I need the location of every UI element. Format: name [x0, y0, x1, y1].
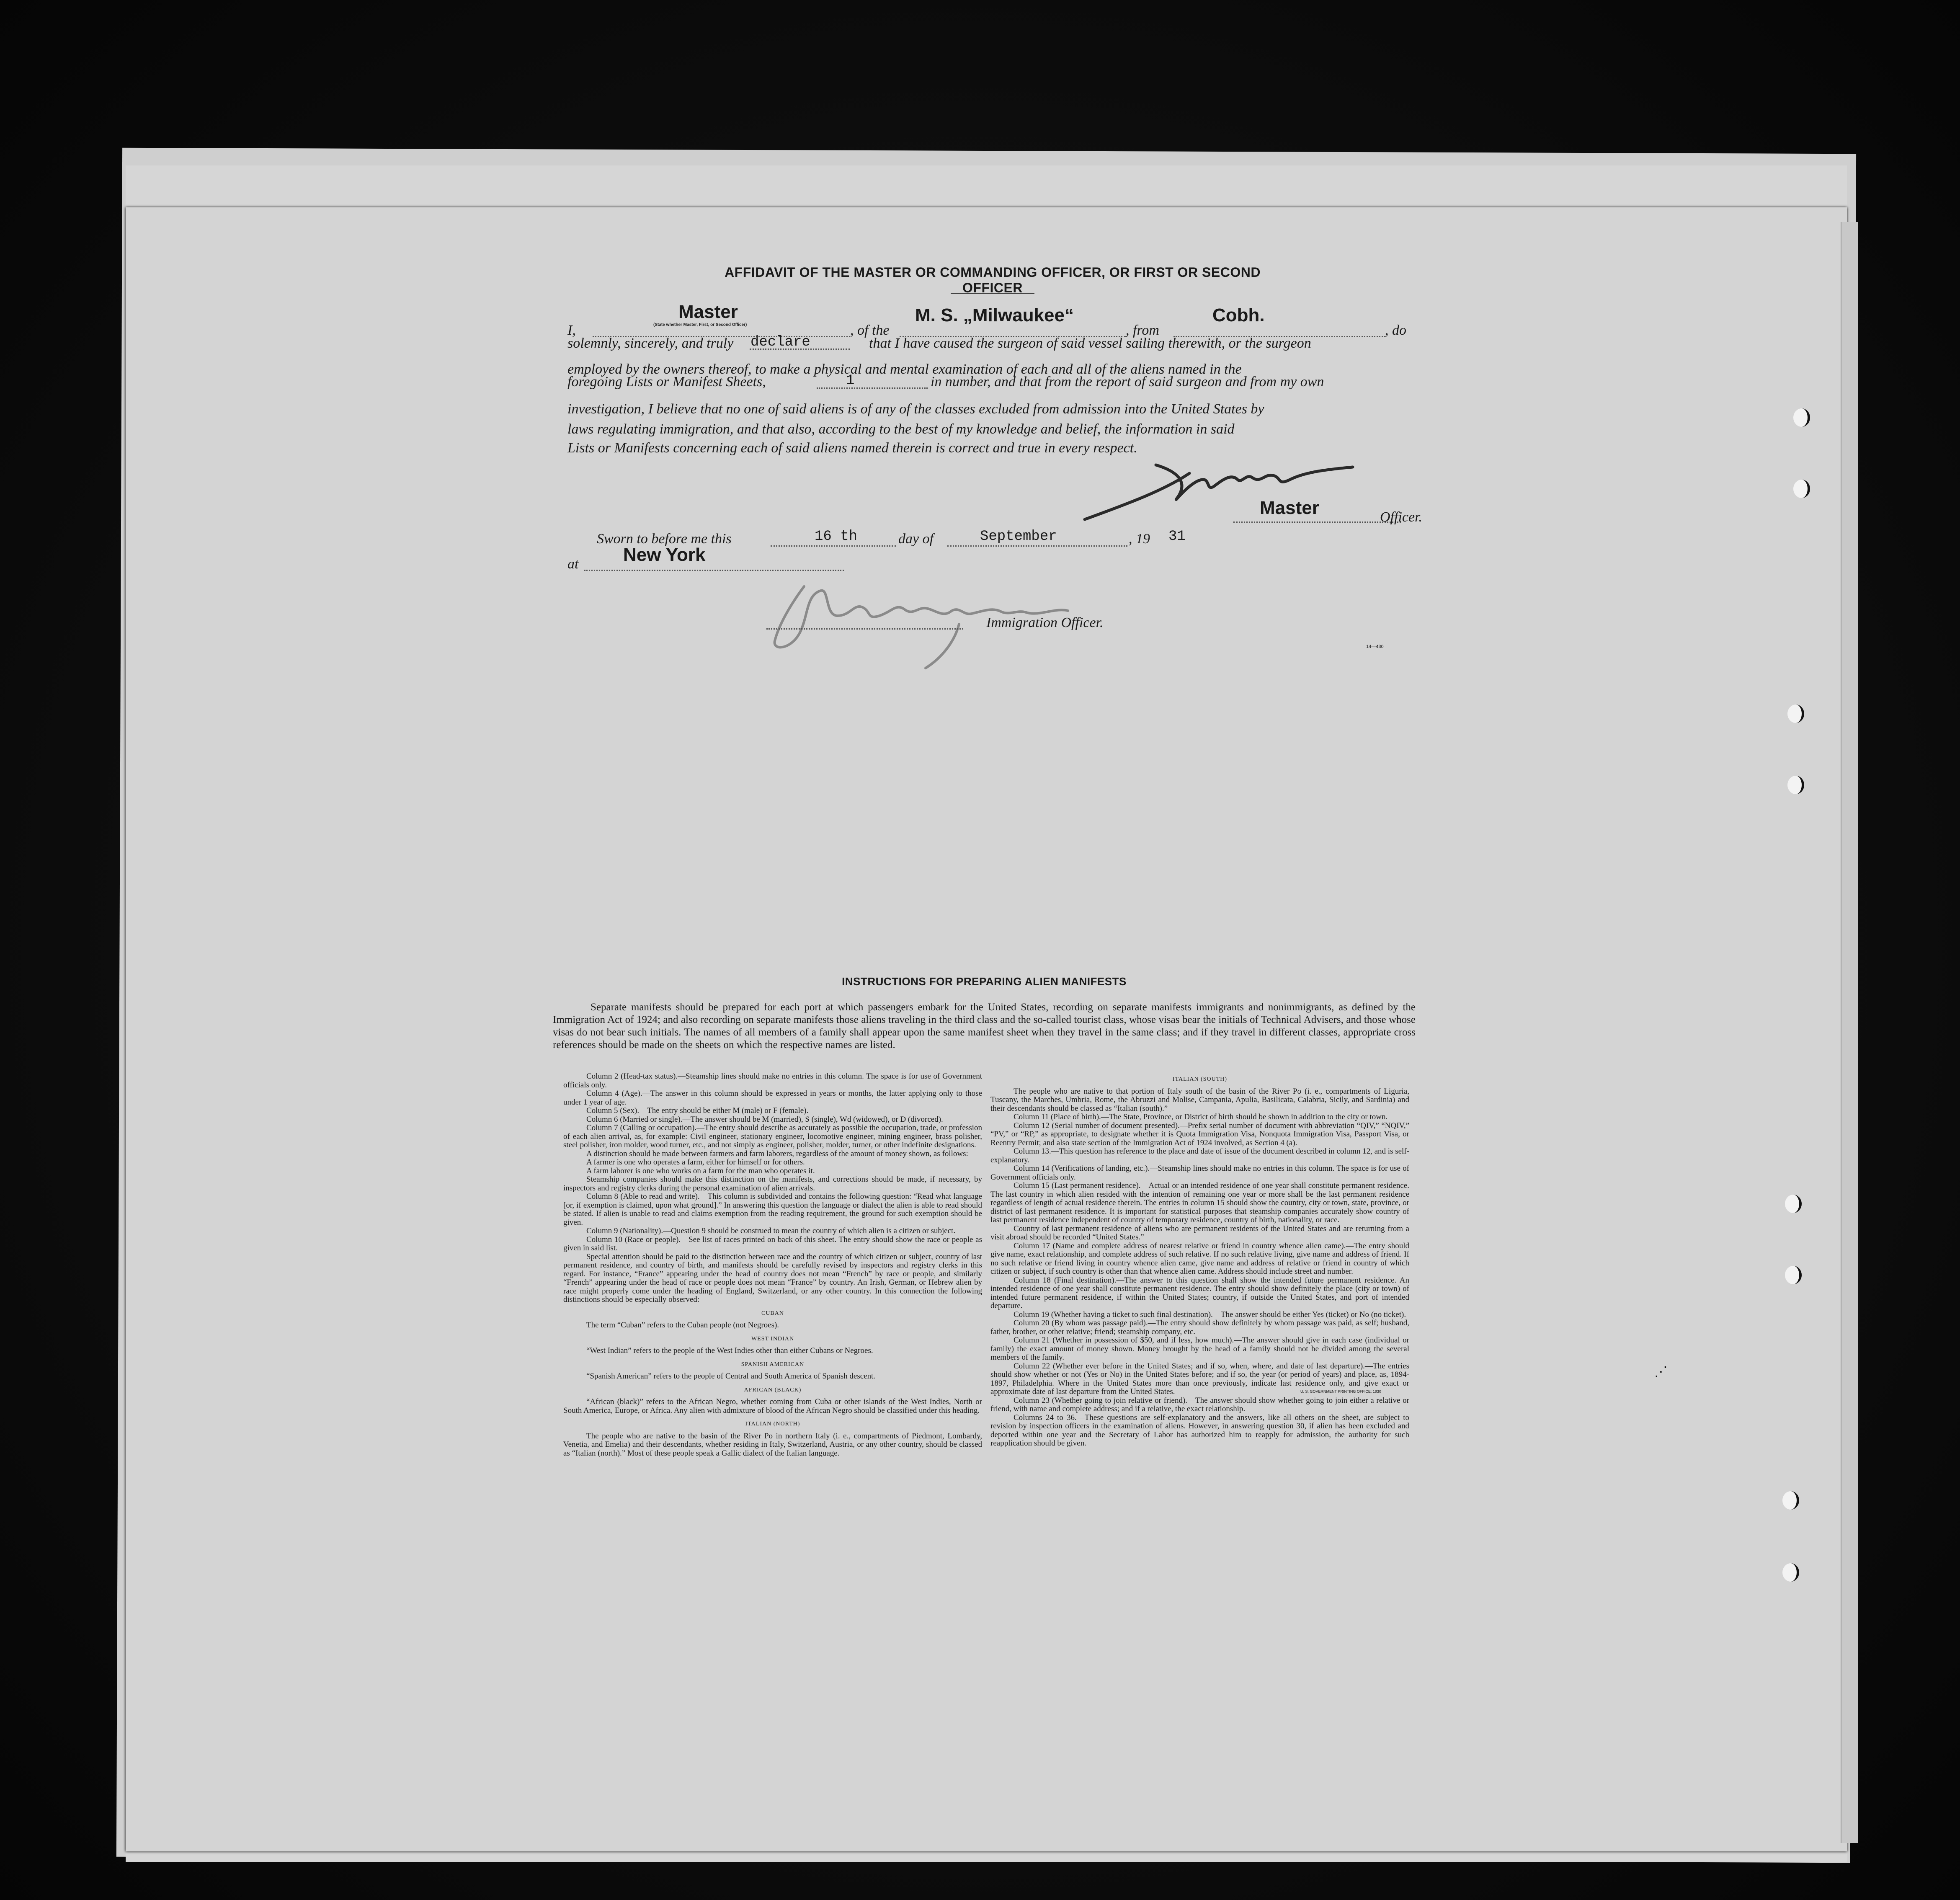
at-label: at — [567, 556, 579, 572]
signature-master — [1081, 457, 1365, 524]
declare-word: declare — [750, 334, 810, 350]
binder-hole-icon — [1785, 1195, 1802, 1213]
instructions-intro: Separate manifests should be prepared for each port at which passengers embark for the United States, recording on separate manifests immigrants and nonimmigrants, as defined by the Immigration Act of 1924; and also recording on separate manifests those aliens traveling in the third class and the so-called tourist class, whose visas bear the initials of Technical Advisers, and those whose visas do not bear such initials. The names of all members of a family shall appear upon the same manifest sheet when they travel in the same class; and if they travel in different classes, appropriate cross references should be made on the sheets on which the respective names are listed. — [553, 1002, 1416, 1051]
aff-from: , from — [1126, 323, 1159, 338]
printer-imprint: U. S. GOVERNMENT PRINTING OFFICE: 1930 — [1300, 1389, 1381, 1394]
sworn-day: 16 th — [815, 529, 858, 545]
aff-line7: Lists or Manifests concerning each of said aliens named therein is correct and true in every respect. — [567, 440, 1137, 456]
left-para: Column 2 (Head-tax status).—Steamship lines should make no entries in this column. The space is for use of Government officials only. — [563, 1072, 982, 1089]
immigration-officer-label: Immigration Officer. — [986, 615, 1104, 630]
left-para: A farmer is one who operates a farm, either for himself or for others. — [586, 1158, 805, 1167]
officer-rank: Master — [678, 302, 738, 322]
heading-african: AFRICAN (BLACK) — [744, 1386, 802, 1393]
left-para: Steamship companies should make this distinction on the manifests, and corrections should be made, if necessary, by inspectors and registry clerks during the personal examination of alien arrivals. — [563, 1175, 982, 1193]
month-field-line — [947, 545, 1127, 547]
right-para: Column 18 (Final destination).—The answer to this question shall show the intended future permanent residence. An intended residence of one year shall constitute permanent residence. The entry should show definitely the place (city or town) of intended future permanent residence, if within the United States; country, if outside the United States, and port of intended departure. — [990, 1275, 1409, 1310]
declare-field-line — [750, 349, 850, 350]
left-para: “Spanish American” refers to the people of Central and South America of Spanish descent. — [586, 1372, 876, 1381]
heading-spanish-american: SPANISH AMERICAN — [741, 1361, 805, 1368]
embark-port: Cobh. — [1212, 305, 1265, 325]
right-para: Column 21 (Whether in possession of $50, and if less, how much).—The answer should give in each case (individual or family) the exact amount of money shown. Money brought by the head of a family should not be divided among the several members of the family. — [990, 1336, 1409, 1362]
right-para: Columns 24 to 36.—These questions are self-explanatory and the answers, like all others on the sheet, are subject to revision by inspection officers in the examination of aliens. However, in answering question 30, if alien has been excluded and deported within one year and the Secretary of Labor has authorized him to reapply for admission, the authority for such reapplication should be given. — [990, 1413, 1409, 1448]
right-para: The people who are native to that portion of Italy south of the basin of the River Po (i. e., compartments of Liguria, Tuscany, the Marches, Umbria, Rome, the Abruzzi and Molise, Campania, Apulia, Basilicata, Calabria, Sicily, and Sardinia) and their descendants should be classed as “Italian (south).” — [990, 1087, 1409, 1113]
left-para: The people who are native to the basin of the River Po in northern Italy (i. e., compartments of Piedmont, Lombardy, Venetia, and Emelia) and their descendants, whether residing in Italy, Switzerland, Austria, or any other country, should be classed as “Italian (north).” Most of these people speak a Gallic dialect of the Italian language. — [563, 1431, 982, 1458]
sworn-month: September — [980, 529, 1057, 545]
aff-line2a: solemnly, sincerely, and truly — [567, 336, 734, 351]
binder-hole-icon — [1793, 480, 1810, 498]
binder-hole-icon — [1782, 1491, 1799, 1510]
binder-hole-icon — [1785, 1266, 1802, 1284]
left-para: Column 10 (Race or people).—See list of races printed on back of this sheet. The entry should show the race or people as given in said list. — [563, 1235, 982, 1252]
right-para: Column 23 (Whether going to join relative or friend).—The answer should show whether going to join either a relative or friend, with name and complete address; and if a relative, the exact relationship. — [990, 1396, 1409, 1413]
right-para: Column 11 (Place of birth).—The State, Province, or District of birth should be shown in addition to the city or town. — [1014, 1113, 1388, 1121]
heading-west-indian: WEST INDIAN — [751, 1335, 794, 1342]
right-para: Column 12 (Serial number of document presented).—Prefix serial number of document with abbreviation “QIV,” “NQIV,” “PV,” or “RP,” as appropriate, to designate whether it is Quota Immigration Visa, Nonquota Immigration Visa, Passport Visa, or Reentry Permit; and also state section of the Immigration Act of 1924 involved, as Section 4 (a). — [990, 1121, 1409, 1147]
right-para: Column 13.—This question has reference to the place and date of issue of the document described in column 12, and is self-explanatory. — [990, 1147, 1409, 1164]
left-para: A farm laborer is one who works on a farm for the man who operates it. — [586, 1166, 815, 1175]
instructions-title: INSTRUCTIONS FOR PREPARING ALIEN MANIFESTS — [842, 975, 1127, 988]
officer-sign-line — [766, 628, 963, 630]
aff-line5: investigation, I believe that no one of said aliens is of any of the classes excluded from admission into the United States by — [567, 401, 1264, 417]
aff-line4b: in number, and that from the report of said surgeon and from my own — [931, 374, 1324, 390]
sworn-year: 31 — [1168, 529, 1186, 545]
film-mark: ⋰ — [1654, 1363, 1668, 1379]
right-para: Column 14 (Verifications of landing, etc.).—Steamship lines should make no entries in this column. The space is for use of Government officials only. — [990, 1164, 1409, 1182]
sheets-count: 1 — [846, 373, 855, 389]
master-sign-line — [1233, 521, 1401, 523]
right-para: Column 17 (Name and complete address of nearest relative or friend in country whence alien came).—The entry should give name, exact relationship, and complete address of such relative. If no such relative living, give name and address of friend. If no such relative or friend living in country whence alien came, give name and address of relative or friend in country of which citizen or subject, if such country is other than that whence alien came. Address should include street and number. — [990, 1241, 1409, 1276]
sworn-place: New York — [623, 545, 706, 565]
heading-italian-south: ITALIAN (SOUTH) — [1172, 1076, 1228, 1082]
vessel-name: M. S. „Milwaukee“ — [915, 305, 1074, 325]
officer-label: Officer. — [1380, 509, 1423, 525]
instructions-left-column — [563, 1072, 982, 1458]
aff-line4a: foregoing Lists or Manifest Sheets, — [567, 374, 766, 390]
left-para: A distinction should be made between farmers and farm laborers, regardless of the amount of money shown, as follows: — [586, 1149, 968, 1158]
form-number: 14—430 — [1366, 644, 1384, 649]
sworn-text: Sworn to before me this — [597, 531, 732, 547]
aff-line6: laws regulating immigration, and that also, according to the best of my knowledge and belief, the information in said — [567, 421, 1235, 437]
page-stack-edge — [1841, 222, 1858, 1843]
binder-hole-icon — [1787, 776, 1804, 794]
left-para: Special attention should be paid to the distinction between race and the country of which citizen or subject, country of last permanent residence, and country of birth, and manifests should be carefully revised by inspectors and registry clerks in this regard. For instance, “France” appearing under the head of country does not mean “French” by race or people, and similarly “French” appearing under the head of race or people does not mean “France” by country. An Irish, German, or Hebrew alien by race might properly come under the heading of England, Switzerland, or any other country. In this connection the following distinctions should be especially observed: — [563, 1252, 982, 1304]
right-para: Column 20 (By whom was passage paid).—The entry should show definitely by whom passage was paid, as self; husband, father, brother, or other relative; friend; steamship company, etc. — [990, 1319, 1409, 1336]
aff-line3: employed by the owners thereof, to make a physical and mental examination of each and all of the aliens named in the — [567, 361, 1242, 377]
year-prefix: , 19 — [1129, 531, 1150, 547]
heading-italian-north: ITALIAN (NORTH) — [745, 1421, 800, 1427]
left-para: “African (black)” refers to the African Negro, whether coming from Cuba or other islands of the West Indies, North or South America, Europe, or Africa. Any alien with admixture of blood of the African Negro should be classified under this heading. — [563, 1397, 982, 1415]
right-para: Column 19 (Whether having a ticket to such final destination).—The answer should be either Yes (ticket) or No (no ticket). — [1014, 1310, 1406, 1319]
place-field-line — [584, 570, 844, 571]
binder-hole-icon — [1793, 408, 1810, 427]
aff-of-the: , of the — [850, 323, 890, 338]
day-field-line — [771, 545, 896, 547]
left-para: Column 7 (Calling or occupation).—The entry should describe as accurately as possible the occupation, trade, or profession of each alien arrival, as, for example: Civil engineer, stationary engineer, locomotive engineer, mining engineer, brass polisher, steel polisher, iron molder, wood turner, etc., and not simply as engineer, polisher, molder, turner, or other indefinite designations. — [563, 1123, 982, 1149]
day-of: day of — [898, 531, 934, 547]
left-para: Column 8 (Able to read and write).—This column is subdivided and contains the following question: “Read what language [or, if exemption is claimed, upon what ground].” In answering this question the language or dialect the alien is able to read should be stated. If alien is unable to read and claims exemption from the reading requirement, the ground for such exemption should be given. — [563, 1192, 982, 1227]
right-para: Column 22 (Whether ever before in the United States; and if so, when, where, and date of last departure).—The entries should show whether or not (Yes or No) in the United States before; and if so, the year (or period of years) and place, as, 1894-1897, Philadelphia. Where in the United States more than once previously, indicate last residence only, and give exact or approximate date of last departure from the United States. — [990, 1361, 1409, 1396]
binder-hole-icon — [1782, 1563, 1799, 1582]
aff-i: I, — [567, 323, 576, 338]
left-para: Column 9 (Nationality).—Question 9 should be construed to mean the country of which alien is a citizen or subject. — [586, 1226, 956, 1235]
aff-do: , do — [1385, 323, 1406, 338]
right-para: Column 15 (Last permanent residence).—Actual or an intended residence of one year shall constitute permanent residence. The last country in which alien resided with the intention of remaining one year or more shall be the last permanent residence regardless of length of actual residence therein. The entries in column 15 should show the country, city or town, state, province, or district of last permanent residence. It is important for statistical purposes that steamship companies accurately show country of last permanent residence independent of country of temporary residence, country of birth, nationality, or race. — [990, 1181, 1409, 1224]
aff-line2b: that I have caused the surgeon of said vessel sailing therewith, or the surgeon — [869, 336, 1311, 351]
affidavit-title: AFFIDAVIT OF THE MASTER OR COMMANDING OFFICER, OR FIRST OR SECOND OFFICER — [725, 265, 1261, 295]
sheets-field-line — [817, 387, 928, 389]
left-para: Column 6 (Married or single).—The answer should be M (married), S (single), Wd (widowed), or D (divorced). — [586, 1115, 943, 1124]
left-para: The term “Cuban” refers to the Cuban people (not Negroes). — [586, 1321, 779, 1329]
rank-note: (State whether Master, First, or Second Officer) — [653, 323, 747, 327]
heading-cuban: CUBAN — [761, 1310, 784, 1317]
binder-hole-icon — [1787, 705, 1804, 723]
signer-rank: Master — [1260, 498, 1319, 518]
left-para: Column 4 (Age).—The answer in this column should be expressed in years or months, the latter applying only to those under 1 year of age. — [563, 1089, 982, 1107]
left-para: Column 5 (Sex).—The entry should be either M (male) or F (female). — [586, 1106, 809, 1115]
title-rule — [951, 293, 1034, 294]
right-para: Country of last permanent residence of aliens who are permanent residents of the United States and are returning from a visit abroad should be recorded “United States.” — [990, 1224, 1409, 1242]
left-para: “West Indian” refers to the people of the West Indies other than either Cubans or Negroes. — [586, 1346, 873, 1355]
